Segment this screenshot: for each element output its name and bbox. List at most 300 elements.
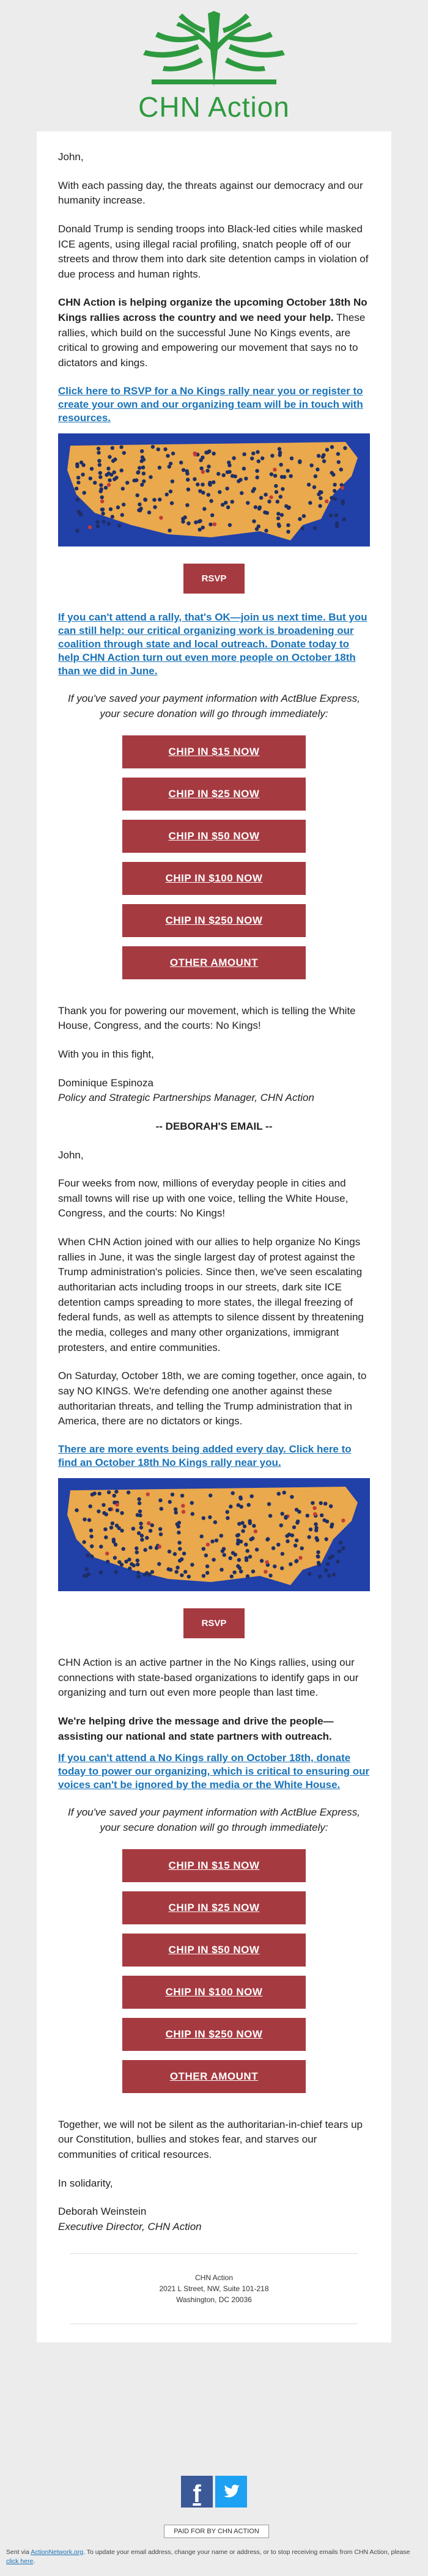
event-dot (181, 1504, 185, 1507)
event-dot (178, 1547, 182, 1551)
event-dot (267, 1502, 271, 1506)
event-dot (254, 1529, 257, 1533)
event-dot (341, 486, 344, 490)
event-dot (158, 1498, 162, 1502)
event-dot (150, 1570, 154, 1573)
event-dot (275, 490, 278, 494)
us-map-icon (58, 433, 370, 546)
event-dot (333, 489, 336, 493)
event-dot (136, 471, 140, 474)
event-dot (215, 1539, 218, 1542)
event-dot (286, 530, 290, 534)
event-dot (231, 500, 234, 504)
event-dot (82, 1540, 86, 1544)
event-dot (333, 497, 337, 501)
event-dot (186, 487, 190, 491)
event-dot (204, 1553, 208, 1557)
event-dot (248, 1522, 252, 1525)
event-dot (75, 487, 78, 490)
event-dot (281, 1552, 284, 1556)
event-dot (202, 1574, 205, 1578)
event-dot (169, 490, 172, 493)
event-dot (315, 468, 319, 471)
event-dot (307, 483, 311, 487)
event-dot (311, 1501, 314, 1505)
event-dot (216, 472, 220, 476)
event-dot (319, 496, 322, 500)
event-dot (317, 454, 320, 457)
event-dot (317, 1561, 320, 1564)
event-dot (328, 1556, 331, 1559)
event-dot (240, 491, 243, 495)
event-dot (256, 450, 259, 454)
event-dot (250, 1495, 254, 1498)
event-dot (273, 1564, 276, 1568)
event-dot (103, 1528, 107, 1531)
event-dot (237, 1533, 240, 1537)
event-dot (231, 1491, 235, 1495)
event-dot (259, 496, 263, 499)
event-dot (107, 471, 111, 475)
event-dot (90, 1555, 94, 1558)
event-dot (255, 469, 259, 473)
event-dot (174, 1507, 177, 1511)
event-dot (142, 471, 146, 475)
rally-map-image[interactable] (58, 433, 370, 546)
event-dot (314, 474, 317, 478)
event-dot (265, 1537, 269, 1541)
event-dot (298, 517, 301, 521)
chip-50-button[interactable]: CHIP IN $50 NOW (122, 1934, 306, 1967)
event-dot (182, 1510, 185, 1514)
event-dot (163, 447, 167, 451)
event-dot (199, 458, 202, 462)
event-dot (198, 519, 202, 523)
event-dot (279, 495, 282, 498)
event-dot (289, 1562, 292, 1566)
event-dot (221, 1549, 224, 1553)
event-dot (341, 501, 345, 505)
event-dot (316, 1550, 320, 1554)
event-dot (147, 1573, 151, 1577)
event-dot (280, 1566, 284, 1570)
event-dot (325, 447, 329, 451)
event-dot (270, 473, 273, 476)
signature-title: Policy and Strategic Partnerships Manager, CHN Action (58, 1092, 314, 1104)
event-dot (335, 521, 339, 525)
event-dot (75, 1508, 78, 1512)
event-dot (186, 477, 190, 481)
event-dot (238, 478, 242, 482)
event-dot (207, 465, 210, 468)
event-dot (106, 1560, 109, 1564)
event-dot (256, 476, 259, 479)
event-dot (105, 1551, 109, 1555)
event-dot (152, 498, 156, 501)
event-dot (107, 1490, 111, 1494)
chip-50-button[interactable]: CHIP IN $50 NOW (122, 820, 306, 853)
event-dot (137, 1497, 141, 1501)
donation-buttons (58, 1849, 370, 2093)
other-amount-button[interactable]: OTHER AMOUNT (122, 946, 306, 979)
event-dot (293, 1544, 297, 1547)
chip-25-button[interactable]: CHIP IN $25 NOW (122, 778, 306, 811)
event-dot (139, 1522, 142, 1525)
event-dot (75, 465, 79, 468)
footer-address (70, 2253, 358, 2324)
event-dot (177, 1521, 181, 1525)
twitter-icon[interactable] (215, 2476, 247, 2508)
event-dot (330, 496, 333, 499)
event-dot (277, 523, 281, 526)
event-dot (298, 1556, 302, 1559)
event-dot (205, 1564, 209, 1568)
event-dot (122, 502, 125, 506)
event-dot (341, 1518, 345, 1522)
event-dot (210, 513, 214, 517)
chip-250-button[interactable]: CHIP IN $250 NOW (122, 2018, 306, 2051)
event-dot (89, 1504, 92, 1508)
event-dot (147, 1522, 150, 1525)
event-dot (257, 459, 260, 463)
chip-25-button[interactable]: CHIP IN $25 NOW (122, 1891, 306, 1924)
event-dot (323, 1502, 327, 1506)
footer-address-line: Washington, DC 20036 (176, 2295, 252, 2304)
event-dot (157, 447, 160, 451)
event-dot (182, 1551, 186, 1555)
event-dot (116, 506, 120, 509)
section-divider: -- DEBORAH'S EMAIL -- (155, 1120, 273, 1132)
event-dot (76, 480, 80, 484)
actblue-note: If you've saved your payment information with ActBlue Express, your secure donation will go through immediately: (68, 693, 360, 720)
event-dot (169, 462, 172, 465)
event-dot (104, 486, 108, 490)
event-dot (180, 1573, 183, 1577)
rsvp-link[interactable]: Click here to RSVP for a No Kings rally near you or register to create your own and our organizing team will be in touch with resources. (58, 385, 363, 424)
event-dot (336, 1560, 339, 1564)
event-dot (241, 1529, 245, 1533)
event-dot (95, 520, 99, 524)
tree-logo-icon (139, 7, 289, 87)
event-dot (204, 451, 208, 454)
event-dot (290, 1495, 293, 1499)
event-dot (169, 1568, 172, 1572)
event-dot (300, 1547, 304, 1550)
event-dot (147, 510, 151, 514)
event-dot (319, 1501, 323, 1505)
event-dot (317, 492, 320, 496)
chip-15-button[interactable]: CHIP IN $15 NOW (122, 735, 306, 768)
event-dot (287, 506, 290, 510)
event-dot (329, 1504, 333, 1508)
event-dot (260, 1559, 264, 1562)
event-dot (268, 1514, 272, 1518)
event-dot (114, 1490, 118, 1493)
event-dot (267, 499, 271, 503)
event-dot (280, 513, 284, 517)
event-dot (260, 456, 264, 460)
event-dot (240, 1505, 243, 1509)
event-dot (141, 465, 145, 469)
event-dot (181, 520, 185, 523)
donate-link[interactable]: If you can't attend a No Kings rally on October 18th, donate today to power our organizing, which is critical to ensuring our voices can't be ignored by the media or the White House. (58, 1752, 370, 1791)
event-dot (142, 458, 146, 462)
event-dot (144, 498, 147, 501)
event-dot (182, 468, 185, 472)
event-dot (333, 483, 336, 487)
facebook-icon[interactable]: f (181, 2476, 213, 2508)
event-dot (88, 525, 92, 529)
event-dot (313, 526, 317, 529)
event-dot (295, 1521, 299, 1525)
event-dot (135, 1550, 139, 1554)
event-dot (175, 1570, 179, 1573)
event-dot (173, 1552, 177, 1556)
event-dot (83, 1517, 86, 1521)
chip-100-button[interactable]: CHIP IN $100 NOW (122, 1976, 306, 2009)
event-dot (276, 512, 280, 515)
event-dot (79, 513, 83, 517)
event-dot (159, 516, 163, 520)
event-dot (136, 493, 139, 497)
event-dot (245, 1558, 248, 1562)
paragraph: Together, we will not be silent as the authoritarian-in-chief tears up our Constitution, bullies and stokes fear, and starves our communities of critical resources. (58, 2118, 363, 2161)
event-dot (337, 460, 341, 464)
event-dot (227, 460, 231, 464)
event-dot (122, 451, 126, 455)
event-dot (117, 1526, 121, 1530)
event-dot (226, 1510, 229, 1514)
event-dot (140, 1534, 144, 1537)
event-dot (90, 467, 94, 471)
paragraph (58, 295, 370, 370)
event-dot (142, 479, 146, 483)
event-dot (273, 474, 277, 477)
event-dot (270, 454, 274, 457)
event-dot (252, 1524, 256, 1528)
chip-250-button[interactable]: CHIP IN $250 NOW (122, 904, 306, 937)
event-dot (177, 1541, 181, 1545)
event-dot (155, 1546, 158, 1550)
event-dot (143, 1548, 147, 1551)
event-dot (315, 1538, 319, 1542)
donate-link[interactable]: If you can't attend a rally, that's OK—join us next time. But you can still help: our critical organizing work is broadening our coalition through state and local outreach. Donate today to help CHN Action turn out even more people on October 18th than we did in June. (58, 611, 367, 677)
event-dot (210, 1539, 214, 1543)
event-dot (208, 523, 212, 526)
rsvp-button[interactable]: RSVP (183, 564, 245, 594)
event-dot (207, 493, 210, 496)
event-dot (239, 1570, 243, 1573)
event-dot (265, 1560, 268, 1564)
event-dot (97, 1509, 100, 1513)
event-dot (150, 1523, 154, 1527)
event-dot (236, 1539, 240, 1542)
event-dot (97, 459, 101, 463)
event-dot (201, 482, 204, 486)
event-dot (246, 501, 249, 504)
event-dot (225, 487, 229, 490)
greeting: John, (58, 1149, 84, 1161)
paragraph-text: These rallies, which build on the successful June No Kings events, are critical to growing and empowering our movement that says no to dictators and kings. (58, 312, 366, 369)
event-dot (298, 460, 301, 464)
legal-text: . To update your email address, change your name or address, or to stop receiving emails from CHN Action, please (83, 2548, 410, 2556)
event-dot (274, 484, 278, 488)
signature-name: Deborah Weinstein (58, 2206, 147, 2218)
event-dot (325, 499, 328, 503)
event-dot (120, 513, 124, 517)
event-dot (108, 1507, 112, 1511)
event-dot (239, 1496, 243, 1500)
greeting: John, (58, 151, 84, 163)
event-dot (138, 1514, 142, 1517)
event-dot (166, 454, 169, 457)
event-dot (282, 1491, 286, 1495)
event-dot (251, 489, 255, 493)
us-map-icon (58, 1478, 370, 1591)
event-dot (199, 466, 203, 470)
event-dot (321, 455, 325, 458)
event-dot (168, 1550, 171, 1553)
event-dot (170, 501, 174, 505)
event-dot (99, 483, 103, 487)
event-dot (276, 517, 280, 520)
event-dot (111, 515, 114, 518)
event-dot (151, 445, 155, 449)
unsubscribe-link[interactable]: click here (6, 2557, 34, 2565)
event-dot (196, 482, 199, 486)
event-dot (107, 483, 111, 487)
event-dot (229, 1556, 232, 1560)
event-dot (89, 1528, 93, 1532)
event-dot (191, 1512, 194, 1515)
chip-100-button[interactable]: CHIP IN $100 NOW (122, 862, 306, 895)
event-dot (116, 1509, 119, 1512)
event-dot (330, 1525, 333, 1528)
event-dot (322, 459, 326, 463)
event-dot (339, 1540, 342, 1544)
event-dot (314, 1528, 318, 1532)
find-rally-link[interactable]: There are more events being added every day. Click here to find an October 18th No Kings rally near you. (58, 1443, 352, 1468)
event-dot (193, 451, 197, 455)
event-dot (109, 1526, 113, 1529)
event-dot (227, 470, 231, 474)
event-dot (96, 524, 100, 528)
event-dot (201, 491, 205, 495)
event-dot (183, 515, 186, 519)
event-dot (98, 1492, 101, 1495)
event-dot (246, 1549, 249, 1553)
event-dot (343, 446, 347, 450)
event-dot (329, 513, 333, 517)
event-dot (113, 470, 116, 474)
event-dot (89, 1534, 93, 1538)
paragraph: With each passing day, the threats against our democracy and our humanity increase. (58, 179, 363, 207)
event-dot (226, 1516, 229, 1520)
event-dot (201, 526, 205, 529)
event-dot (165, 493, 169, 496)
event-dot (341, 1547, 345, 1550)
event-dot (254, 505, 257, 509)
event-dot (139, 507, 142, 510)
event-dot (316, 1555, 320, 1558)
event-dot (290, 457, 293, 460)
event-dot (108, 455, 111, 458)
event-dot (332, 1573, 336, 1577)
legal-text: Sent via (6, 2548, 31, 2556)
event-dot (269, 495, 273, 499)
event-dot (101, 520, 105, 523)
actionnetwork-link[interactable]: ActionNetwork.org (31, 2548, 84, 2556)
event-dot (185, 471, 189, 475)
event-dot (146, 1492, 150, 1496)
chip-15-button[interactable]: CHIP IN $15 NOW (122, 1849, 306, 1882)
event-dot (111, 446, 114, 450)
event-dot (327, 1573, 331, 1577)
logo-wordmark: CHN Action (138, 91, 290, 123)
event-dot (101, 507, 105, 511)
event-dot (187, 1575, 191, 1578)
event-dot (138, 466, 141, 469)
rally-map-image[interactable] (58, 1478, 370, 1591)
header-logo (0, 0, 428, 131)
event-dot (212, 452, 215, 455)
actblue-note: If you've saved your payment information with ActBlue Express, your secure donation will go through immediately: (68, 1806, 360, 1834)
land-shape (67, 1487, 358, 1585)
event-dot (128, 1567, 131, 1570)
event-dot (120, 468, 124, 472)
paragraph: On Saturday, October 18th, we are coming together, once again, to say NO KINGS. We're defending one another against these authoritarian threats, and telling the Trump administration that in America, there are no dictators or kings. (58, 1370, 367, 1427)
event-dot (268, 1573, 272, 1577)
event-dot (120, 1562, 124, 1566)
event-dot (100, 487, 103, 491)
event-dot (157, 1562, 161, 1566)
event-dot (314, 1522, 317, 1526)
event-dot (213, 1520, 217, 1524)
rsvp-button[interactable]: RSVP (183, 1608, 245, 1638)
event-dot (230, 1575, 234, 1578)
event-dot (313, 1512, 317, 1516)
other-amount-button[interactable]: OTHER AMOUNT (122, 2060, 306, 2093)
event-dot (119, 445, 123, 449)
email-body (37, 131, 391, 2342)
event-dot (171, 452, 175, 455)
paragraph: CHN Action is an active partner in the No Kings rallies, using our connections with state-based organizations to identify gaps in our organizing and turn out even more people than last time. (58, 1657, 359, 1699)
event-dot (180, 1558, 183, 1561)
event-dot (180, 1494, 184, 1498)
event-dot (276, 499, 279, 503)
event-dot (232, 456, 235, 460)
event-dot (98, 475, 102, 479)
event-dot (190, 1501, 194, 1504)
event-dot (113, 457, 117, 461)
event-dot (202, 1547, 205, 1551)
event-dot (183, 1570, 187, 1573)
event-dot (244, 1543, 248, 1547)
event-dot (257, 507, 261, 510)
event-dot (136, 1562, 139, 1566)
event-dot (131, 1527, 135, 1531)
event-dot (81, 463, 85, 467)
event-dot (237, 1558, 241, 1562)
event-dot (81, 473, 84, 476)
event-dot (234, 1553, 237, 1556)
event-dot (179, 460, 183, 464)
event-dot (231, 474, 234, 477)
event-dot (257, 524, 260, 528)
event-dot (202, 1516, 205, 1520)
event-dot (243, 1525, 246, 1528)
event-dot (221, 502, 224, 506)
